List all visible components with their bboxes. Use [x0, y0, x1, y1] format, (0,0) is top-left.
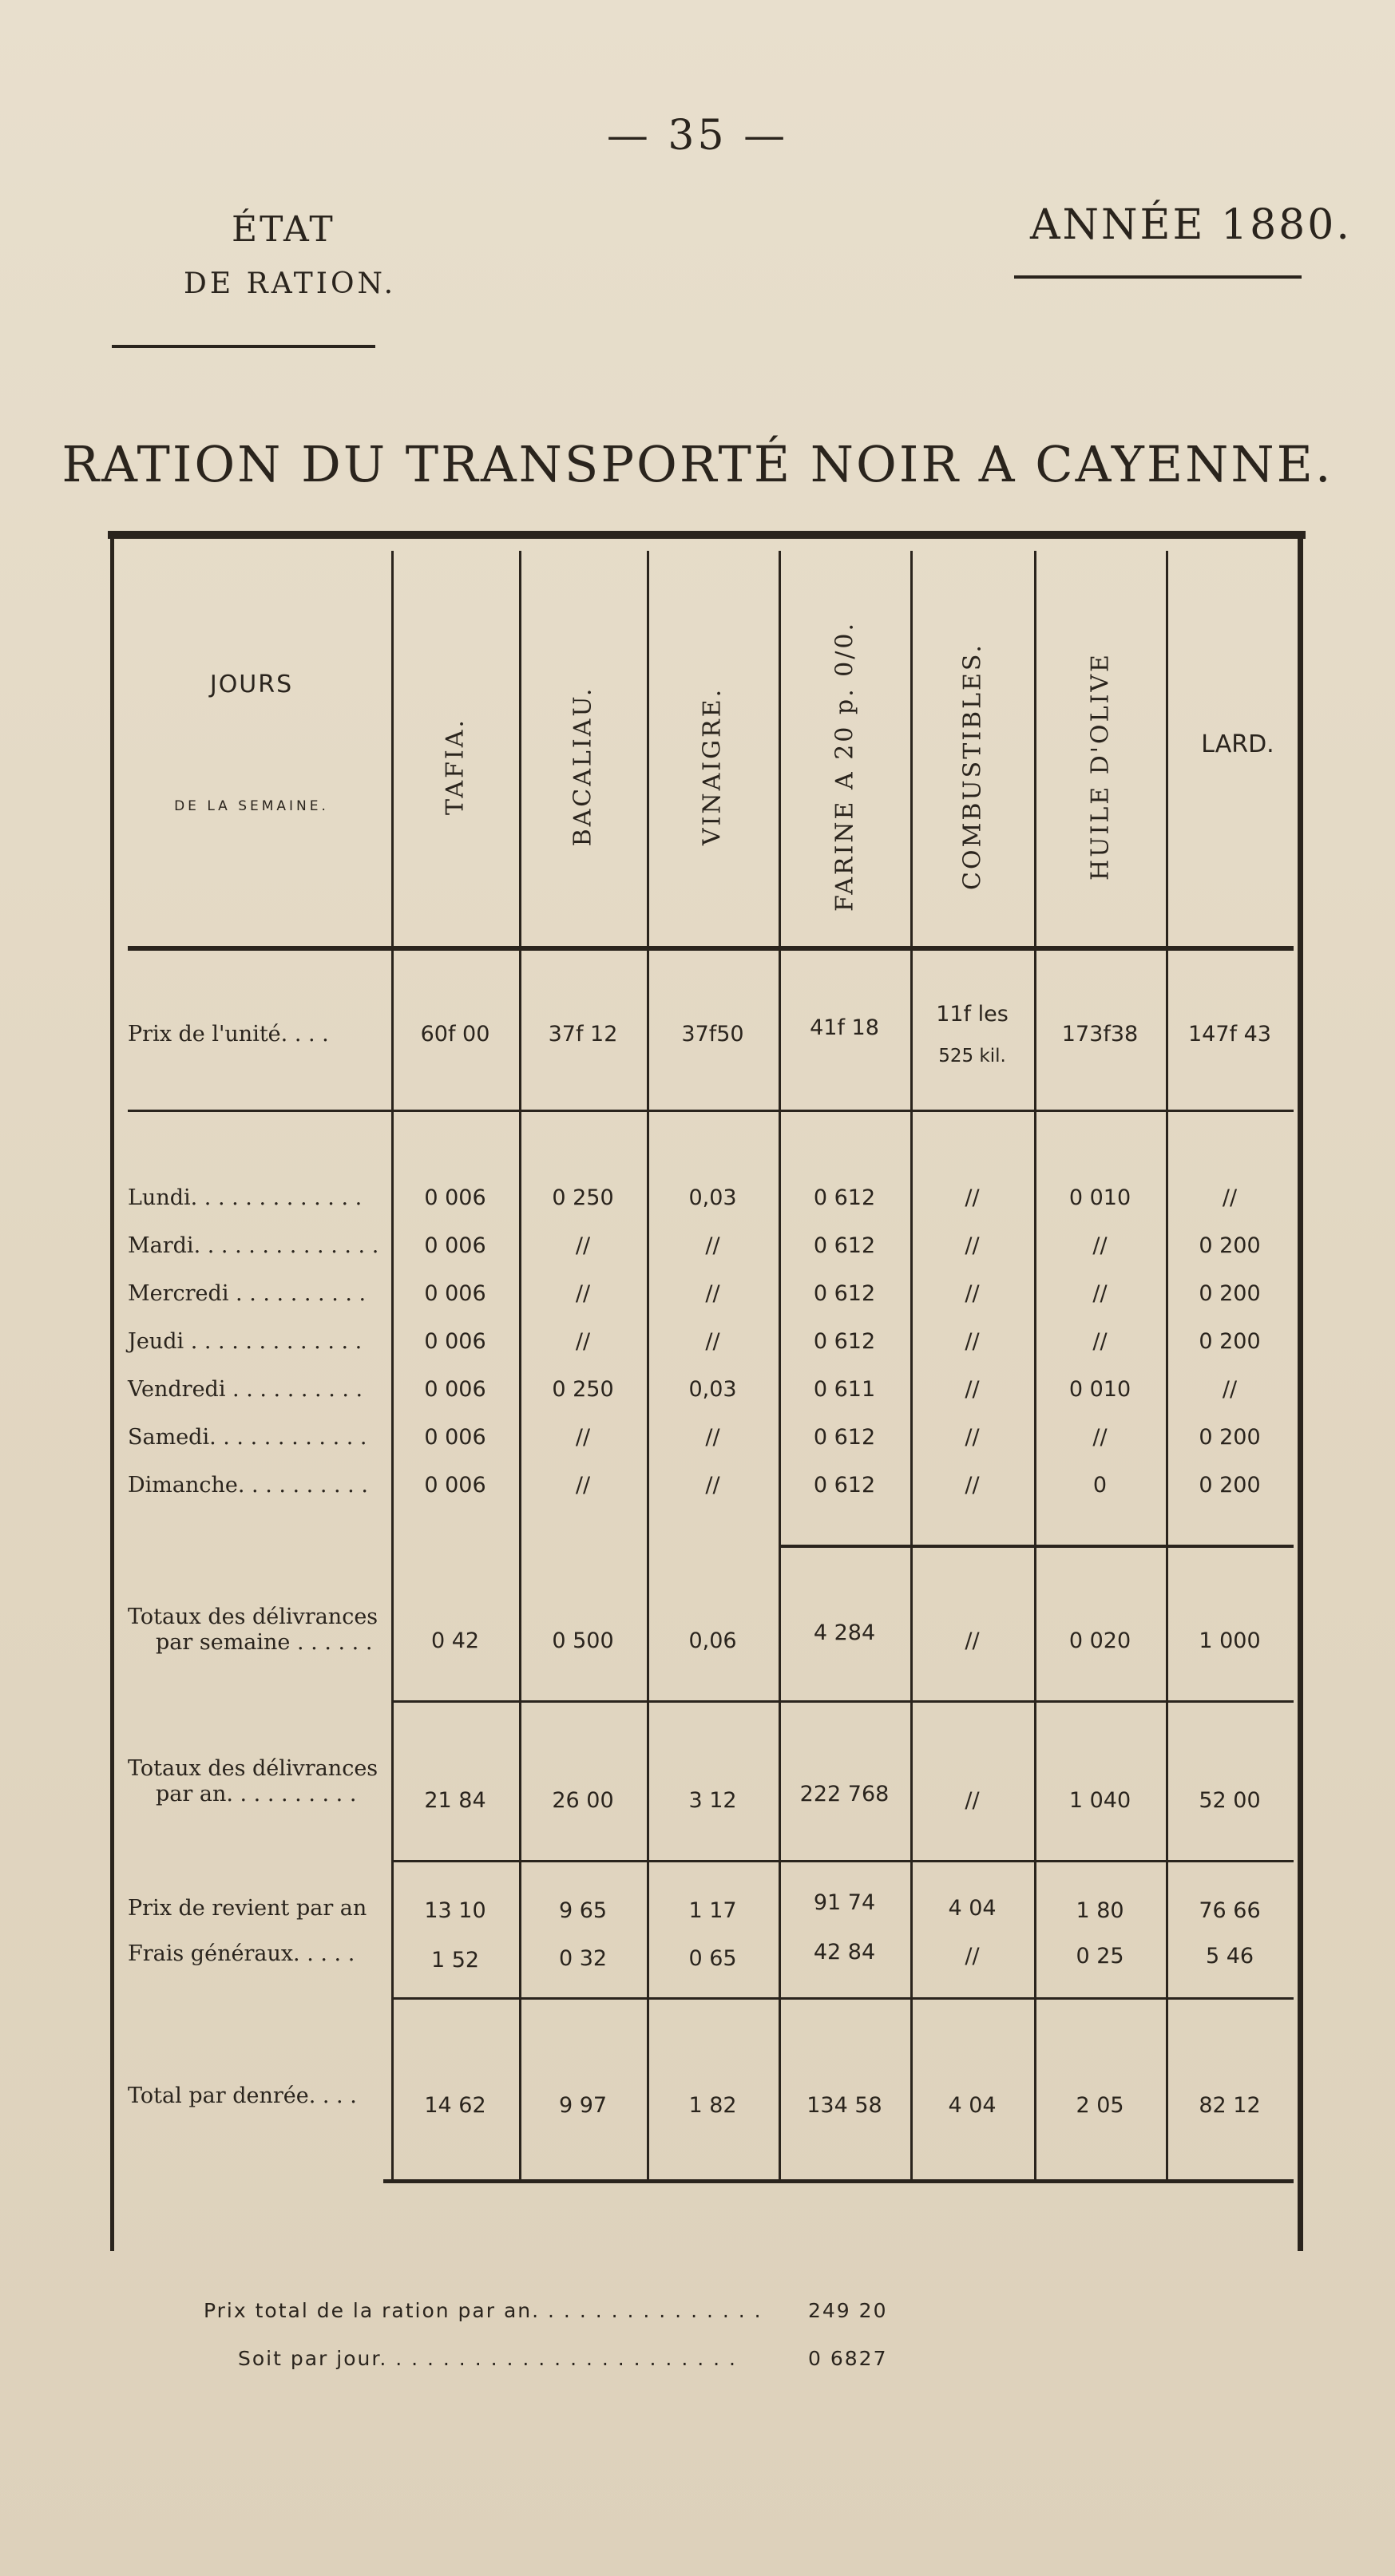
main-title: RATION DU TRANSPORTÉ NOIR A CAYENNE.	[61, 435, 1334, 493]
day-cell: 0 250	[552, 1377, 614, 1402]
general-cost-cell: 0 25	[1076, 1944, 1124, 1969]
row-label-dimanche: Dimanche. . . . . . . . . .	[128, 1473, 368, 1498]
day-cell: 0,03	[688, 1185, 737, 1210]
yearly-total-cell: 222 768	[799, 1782, 890, 1806]
year-header: ANNÉE 1880.	[1030, 201, 1352, 249]
weekly-total-cell: 0,06	[688, 1628, 737, 1653]
row-label-weekly-totals: Totaux des délivrances	[128, 1605, 378, 1629]
day-cell: 0 612	[813, 1329, 876, 1354]
ornament-rule-left	[112, 345, 375, 348]
header-bacaliau: BACALIAU.	[569, 686, 597, 847]
header-combustibles: COMBUSTIBLES.	[958, 643, 987, 890]
general-cost-cell: 5 46	[1205, 1944, 1254, 1969]
column-separator	[910, 551, 913, 2179]
day-cell: 0 250	[552, 1185, 614, 1210]
day-cell: //	[575, 1425, 591, 1450]
day-cell: 0	[1092, 1473, 1108, 1498]
row-rule	[128, 1110, 1294, 1112]
weekly-total-cell: 0 500	[552, 1628, 614, 1653]
header-jours: JOURS	[209, 671, 294, 698]
weekly-total-cell: 0 020	[1068, 1628, 1131, 1653]
row-label-samedi: Samedi. . . . . . . . . . . .	[128, 1425, 367, 1450]
row-rule	[391, 1997, 1294, 2000]
column-separator	[779, 551, 781, 2179]
footer-daily-value: 0 6827	[808, 2347, 888, 2370]
weekly-total-cell: 0 42	[430, 1628, 480, 1653]
day-cell: //	[575, 1329, 591, 1354]
day-cell: 0 006	[424, 1185, 486, 1210]
yearly-total-cell: 52 00	[1199, 1788, 1261, 1813]
day-cell: //	[965, 1425, 980, 1450]
day-cell: 0 612	[813, 1473, 876, 1498]
cost-cell: 4 04	[948, 1896, 997, 1921]
row-label-lundi: Lundi. . . . . . . . . . . . .	[128, 1185, 363, 1210]
page-number: — 35 —	[606, 112, 789, 160]
yearly-total-cell: 21 84	[424, 1788, 486, 1813]
day-cell: //	[705, 1329, 720, 1354]
day-cell: 0 612	[813, 1233, 876, 1258]
day-cell: 0,03	[688, 1377, 737, 1402]
day-cell: //	[575, 1473, 591, 1498]
column-separator	[391, 551, 394, 2179]
day-cell: 0 200	[1199, 1425, 1261, 1450]
row-label-jeudi: Jeudi . . . . . . . . . . . . .	[128, 1329, 363, 1354]
header-vinaigre: VINAIGRE.	[698, 687, 727, 846]
day-cell: //	[965, 1473, 980, 1498]
day-cell: //	[705, 1281, 720, 1306]
day-cell: 0 200	[1199, 1281, 1261, 1306]
day-cell: //	[575, 1281, 591, 1306]
row-label-mardi: Mardi. . . . . . . . . . . . . .	[128, 1233, 379, 1258]
day-cell: //	[1222, 1185, 1238, 1210]
day-cell: 0 612	[813, 1281, 876, 1306]
etat-subtitle: DE RATION.	[184, 267, 397, 300]
row-label-total-denree: Total par denrée. . . .	[128, 2083, 357, 2108]
total-item-cell: 82 12	[1199, 2093, 1261, 2118]
total-item-cell: 4 04	[948, 2093, 997, 2118]
row-label-prix-unite: Prix de l'unité. . . .	[128, 1022, 329, 1047]
day-cell: //	[965, 1233, 980, 1258]
day-cell: //	[705, 1233, 720, 1258]
row-rule	[779, 1545, 1294, 1548]
day-cell: 0 010	[1068, 1377, 1131, 1402]
day-cell: //	[965, 1377, 980, 1402]
yearly-total-cell: 26 00	[552, 1788, 614, 1813]
day-cell: //	[1092, 1233, 1108, 1258]
row-rule	[391, 1860, 1294, 1862]
yearly-total-cell: 1 040	[1068, 1788, 1131, 1813]
footer-daily-label: Soit par jour. . . . . . . . . . . . . . . . . . . . . . .	[238, 2347, 737, 2370]
table-left-border	[110, 535, 114, 2251]
cost-cell: 1 17	[688, 1898, 737, 1923]
day-cell: //	[705, 1473, 720, 1498]
price-cell: 147f 43	[1188, 1022, 1271, 1047]
yearly-total-cell: 3 12	[688, 1788, 737, 1813]
cost-cell: 1 80	[1076, 1898, 1124, 1923]
day-cell: 0 006	[424, 1425, 486, 1450]
row-label-frais-generaux: Frais généraux. . . . .	[128, 1941, 355, 1966]
row-label-yearly-totals: Totaux des délivrances	[128, 1756, 378, 1781]
row-label-prix-revient: Prix de revient par an	[128, 1896, 367, 1921]
column-separator	[1166, 551, 1168, 2179]
day-cell: 0 006	[424, 1281, 486, 1306]
price-cell: 11f les	[936, 1002, 1009, 1027]
cost-cell: 76 66	[1199, 1898, 1261, 1923]
row-label-vendredi: Vendredi . . . . . . . . . .	[128, 1377, 363, 1402]
etat-title: ÉTAT	[232, 209, 335, 250]
general-cost-cell: //	[965, 1944, 980, 1969]
table-right-border	[1298, 535, 1303, 2251]
day-cell: //	[965, 1185, 980, 1210]
header-rule	[128, 946, 1294, 951]
day-cell: //	[1092, 1281, 1108, 1306]
total-item-cell: 134 58	[806, 2093, 882, 2118]
ornament-rule-right	[1014, 275, 1302, 279]
day-cell: 0 200	[1199, 1329, 1261, 1354]
weekly-total-cell: //	[965, 1628, 980, 1653]
column-separator	[1034, 551, 1036, 2179]
header-lard: LARD.	[1201, 730, 1274, 758]
price-cell: 41f 18	[810, 1015, 879, 1040]
header-farine: FARINE A 20 p. 0/0.	[830, 620, 859, 912]
general-cost-cell: 0 65	[688, 1946, 737, 1971]
cost-cell: 9 65	[558, 1898, 608, 1923]
footer-total-value: 249 20	[808, 2299, 888, 2322]
day-cell: 0 006	[424, 1233, 486, 1258]
day-cell: //	[965, 1281, 980, 1306]
day-cell: 0 612	[813, 1425, 876, 1450]
day-cell: 0 006	[424, 1329, 486, 1354]
table-top-border	[108, 531, 1306, 539]
day-cell: 0 612	[813, 1185, 876, 1210]
row-label-mercredi: Mercredi . . . . . . . . . .	[128, 1281, 367, 1306]
weekly-total-cell: 4 284	[813, 1620, 876, 1645]
price-cell: 37f50	[681, 1022, 744, 1047]
day-cell: //	[575, 1233, 591, 1258]
general-cost-cell: 0 32	[558, 1946, 608, 1971]
footer-total-label: Prix total de la ration par an. . . . . . . . . . . . . . .	[204, 2299, 763, 2322]
row-label-weekly-totals-2: par semaine . . . . . .	[156, 1630, 373, 1655]
day-cell: //	[1092, 1329, 1108, 1354]
day-cell: //	[705, 1425, 720, 1450]
table-bottom-rule	[383, 2179, 1294, 2183]
column-separator	[519, 551, 521, 2179]
day-cell: 0 006	[424, 1377, 486, 1402]
yearly-total-cell: //	[965, 1788, 980, 1813]
cost-cell: 91 74	[813, 1890, 876, 1915]
price-cell: 37f 12	[548, 1022, 618, 1047]
day-cell: 0 010	[1068, 1185, 1131, 1210]
day-cell: 0 200	[1199, 1473, 1261, 1498]
price-cell: 173f38	[1061, 1022, 1139, 1047]
weekly-total-cell: 1 000	[1199, 1628, 1261, 1653]
total-item-cell: 1 82	[688, 2093, 737, 2118]
header-tafia: TAFIA.	[441, 718, 470, 815]
day-cell: 0 611	[813, 1377, 876, 1402]
price-cell: 60f 00	[420, 1022, 490, 1047]
header-huile: HUILE D'OLIVE	[1086, 652, 1115, 880]
total-item-cell: 2 05	[1076, 2093, 1124, 2118]
column-separator	[647, 551, 649, 2179]
day-cell: 0 200	[1199, 1233, 1261, 1258]
day-cell: 0 006	[424, 1473, 486, 1498]
general-cost-cell: 1 52	[430, 1948, 480, 1973]
row-rule	[391, 1700, 1294, 1703]
day-cell: //	[965, 1329, 980, 1354]
row-label-yearly-totals-2: par an. . . . . . . . . .	[156, 1782, 357, 1806]
general-cost-cell: 42 84	[813, 1940, 876, 1965]
cost-cell: 13 10	[424, 1898, 486, 1923]
day-cell: //	[1092, 1425, 1108, 1450]
day-cell: //	[1222, 1377, 1238, 1402]
header-jours-sub: DE LA SEMAINE.	[174, 798, 329, 814]
total-item-cell: 9 97	[558, 2093, 608, 2118]
total-item-cell: 14 62	[424, 2093, 486, 2118]
price-cell-sub: 525 kil.	[938, 1046, 1006, 1066]
